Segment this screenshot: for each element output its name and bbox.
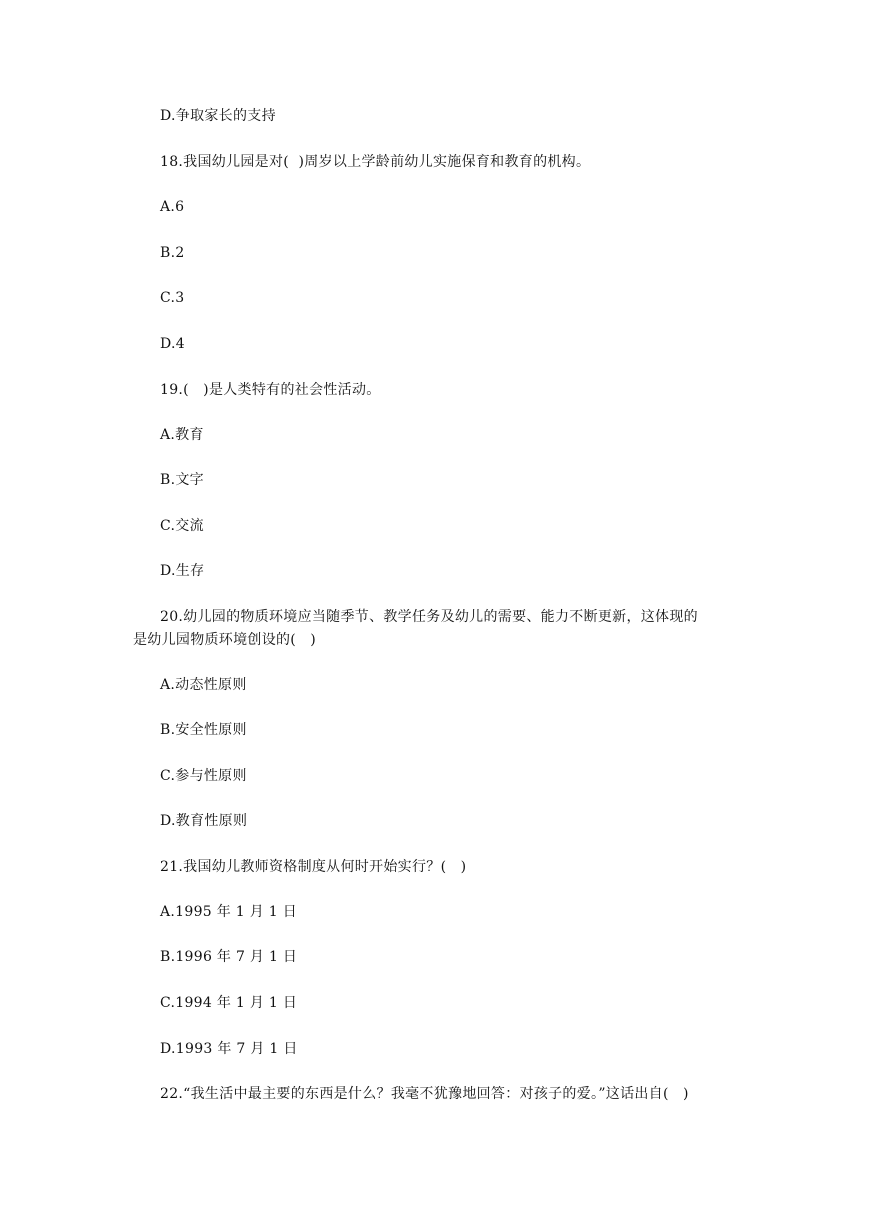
q22-stem: 22.“我生活中最主要的东西是什么？我毫不犹豫地回答：对孩子的爱。”这话出自( ) — [160, 1086, 689, 1102]
q19-stem: 19.( )是人类特有的社会性活动。 — [160, 382, 381, 398]
q19-option-a: A.教育 — [160, 427, 204, 443]
q18-stem: 18.我国幼儿园是对( )周岁以上学龄前幼儿实施保育和教育的机构。 — [160, 154, 591, 170]
q21-option-d: D.1993 年 7 月 1 日 — [160, 1041, 298, 1057]
q20-option-a: A.动态性原则 — [160, 677, 247, 693]
q19-option-b: B.文字 — [160, 472, 204, 488]
q20-option-d: D.教育性原则 — [160, 813, 248, 829]
q17-option-d: D.争取家长的支持 — [160, 108, 276, 124]
q18-option-d: D.4 — [160, 336, 185, 352]
q20-option-c: C.参与性原则 — [160, 768, 247, 784]
q19-option-d: D.生存 — [160, 563, 205, 579]
q21-option-a: A.1995 年 1 月 1 日 — [160, 904, 298, 920]
q21-stem: 21.我国幼儿教师资格制度从何时开始实行？( ) — [160, 859, 467, 875]
q18-option-b: B.2 — [160, 245, 185, 261]
q20-stem-line1: 20.幼儿园的物质环境应当随季节、教学任务及幼儿的需要、能力不断更新，这体现的 — [160, 609, 698, 625]
q20-option-b: B.安全性原则 — [160, 722, 247, 738]
q21-option-b: B.1996 年 7 月 1 日 — [160, 949, 298, 965]
q18-option-c: C.3 — [160, 290, 185, 306]
q19-option-c: C.交流 — [160, 518, 204, 534]
q20-stem-line2: 是幼儿园物质环境创设的( ) — [133, 632, 317, 648]
q21-option-c: C.1994 年 1 月 1 日 — [160, 995, 298, 1011]
q18-option-a: A.6 — [160, 199, 185, 215]
